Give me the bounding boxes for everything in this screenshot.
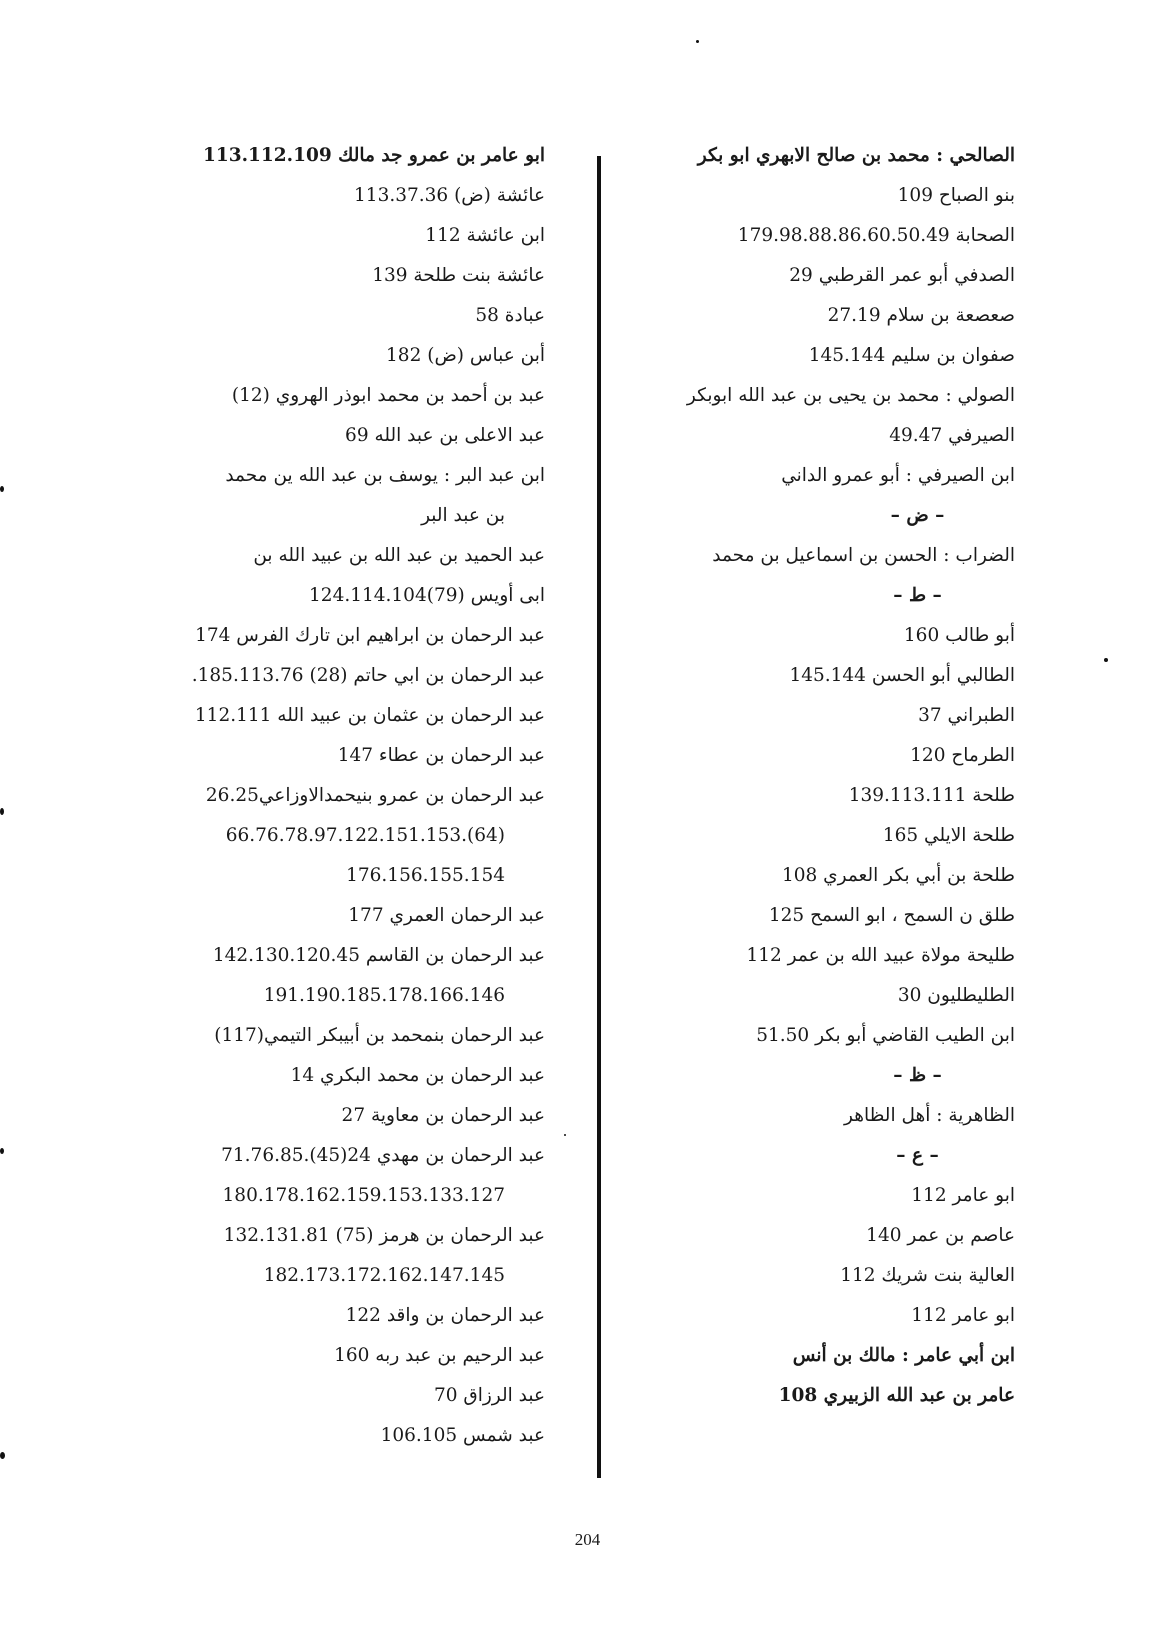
index-entry: صفوان بن سليم 145.144 <box>808 345 1015 366</box>
letter-section-heading: – ط – <box>893 585 942 606</box>
scan-speck <box>564 1134 566 1136</box>
index-entry: بن عبد البر <box>421 505 505 526</box>
index-entry: عبد شمس 106.105 <box>380 1425 545 1446</box>
index-entry: عبد الرحمان بن واقد 122 <box>345 1305 545 1326</box>
index-entry: ابن عبد البر : يوسف بن عبد الله ين محمد <box>225 465 545 486</box>
index-entry: عبد الرحمان بنمحمد بن أبيبكر التيمي(117) <box>214 1025 545 1046</box>
index-entry: الصحابة 179.98.88.86.60.50.49 <box>737 225 1015 246</box>
index-entry: الضراب : الحسن بن اسماعيل بن محمد <box>712 545 1015 566</box>
index-entry: عبد الاعلى بن عبد الله 69 <box>345 425 545 446</box>
index-entry: ابن عائشة 112 <box>425 225 545 246</box>
index-entry: طلق ن السمح ، ابو السمح 125 <box>768 905 1015 926</box>
index-entry: عبد الرحيم بن عبد ربه 160 <box>334 1345 545 1366</box>
scan-speck <box>0 1148 4 1154</box>
index-entry: عبد الرحمان بن مهدي 24(45).71.76.85 <box>221 1145 545 1166</box>
index-entry: الطبراني 37 <box>918 705 1015 726</box>
scan-speck <box>1104 658 1108 662</box>
index-entry: عامر بن عبد الله الزبيري 108 <box>778 1385 1015 1406</box>
index-entry: الطرماح 120 <box>910 745 1015 766</box>
index-entry: طلحة بن أبي بكر العمري 108 <box>781 865 1015 886</box>
index-entry: ابن أبي عامر : مالك بن أنس <box>792 1345 1015 1366</box>
index-entry: أبن عباس (ض) 182 <box>386 345 545 366</box>
index-entry: عبادة 58 <box>475 305 545 326</box>
scan-speck <box>0 486 4 492</box>
index-entry: 180.178.162.159.153.133.127 <box>222 1185 505 1206</box>
index-entry: ابو عامر 112 <box>911 1305 1015 1326</box>
index-entry: عبد الرحمان بن محمد البكري 14 <box>290 1065 545 1086</box>
index-entry: 191.190.185.178.166.146 <box>263 985 505 1006</box>
index-entry: عاصم بن عمر 140 <box>866 1225 1015 1246</box>
index-entry: عبد الرحمان بن معاوية 27 <box>341 1105 545 1126</box>
index-entry: عبد بن أحمد بن محمد ابوذر الهروي (12) <box>231 385 545 406</box>
letter-section-heading: – ض – <box>890 505 945 526</box>
index-entry: الصولي : محمد بن يحيى بن عبد الله ابوبكر <box>686 385 1015 406</box>
index-entry: عبد الرحمان بن عمرو بنيحمدالاوزاعي26.25 <box>205 785 545 806</box>
index-entry: صعصعة بن سلام 27.19 <box>827 305 1015 326</box>
index-entry: عائشة (ض) 113.37.36 <box>354 185 545 206</box>
index-entry: أبو طالب 160 <box>903 625 1015 646</box>
index-entry: عبد الرحمان بن عطاء 147 <box>337 745 545 766</box>
index-entry: طليحة مولاة عبيد الله بن عمر 112 <box>746 945 1015 966</box>
index-entry: عبد الرحمان العمري 177 <box>348 905 545 926</box>
letter-section-heading: – ظ – <box>893 1065 942 1086</box>
index-entry: عبد الرحمان بن القاسم 142.130.120.45 <box>212 945 545 966</box>
scan-speck <box>0 808 4 815</box>
index-entry: الظاهرية : أهل الظاهر <box>844 1105 1015 1126</box>
index-entry: الصالحي : محمد بن صالح الابهري ابو بكر <box>697 145 1015 166</box>
index-column-left <box>170 136 545 1456</box>
index-entry: (64).66.76.78.97.122.151.153 <box>225 825 505 846</box>
index-entry: العالية بنت شريك 112 <box>840 1265 1015 1286</box>
index-entry: بنو الصباح 109 <box>897 185 1015 206</box>
index-entry: ابو عامر 112 <box>911 1185 1015 1206</box>
index-entry: الصيرفي 49.47 <box>889 425 1015 446</box>
letter-section-heading: – ع – <box>896 1145 939 1166</box>
index-entry: ابى أويس (79)124.114.104 <box>309 585 545 606</box>
page-number: 204 <box>574 1530 601 1549</box>
index-entry: عبد الرحمان بن ابي حاتم (28) 185.113.76. <box>191 665 545 686</box>
index-entry: 182.173.172.162.147.145 <box>263 1265 505 1286</box>
scan-speck <box>696 40 699 43</box>
index-entry: عبد الرحمان بن عثمان بن عبيد الله 112.111 <box>194 705 545 726</box>
index-entry: طلحة 139.113.111 <box>848 785 1015 806</box>
index-entry: عبد الحميد بن عبد الله بن عبيد الله بن <box>253 545 545 566</box>
index-entry: ابن الصيرفي : أبو عمرو الداني <box>781 465 1015 486</box>
index-entry: طلحة الايلي 165 <box>882 825 1015 846</box>
index-entry: عبد الرحمان بن هرمز (75) 132.131.81 <box>223 1225 545 1246</box>
index-column-right <box>640 136 1015 1416</box>
index-entry: 176.156.155.154 <box>346 865 505 886</box>
index-entry: عائشة بنت طلحة 139 <box>372 265 545 286</box>
index-entry: الصدفي أبو عمر القرطبي 29 <box>789 265 1015 286</box>
column-divider <box>597 156 601 1478</box>
index-entry: ابو عامر بن عمرو جد مالك 113.112.109 <box>202 145 545 166</box>
scan-speck <box>0 1452 5 1459</box>
index-entry: عبد الرحمان بن ابراهيم ابن تارك الفرس 174 <box>195 625 545 646</box>
index-entry: الطالبي أبو الحسن 145.144 <box>789 665 1015 686</box>
index-entry: ابن الطيب القاضي أبو بكر 51.50 <box>756 1025 1015 1046</box>
index-entry: الطليطليون 30 <box>897 985 1015 1006</box>
index-entry: عبد الرزاق 70 <box>433 1385 545 1406</box>
